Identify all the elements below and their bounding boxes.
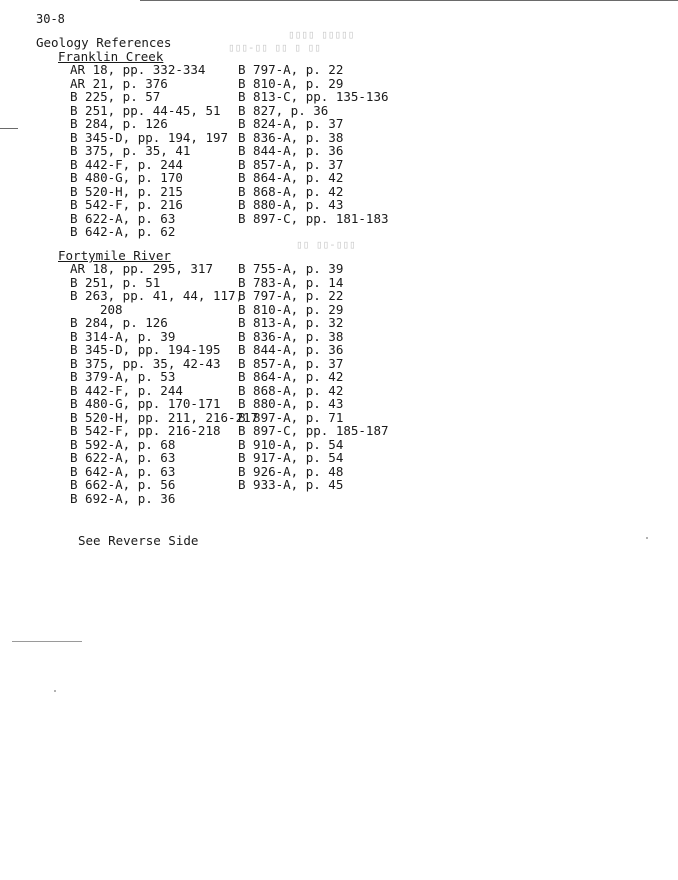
- reference-entry: B 622-A, p. 63: [70, 450, 176, 465]
- reference-entry: B 263, pp. 41, 44, 117,: [70, 288, 244, 303]
- reference-entry: B 251, p. 51: [70, 274, 161, 290]
- reference-entry: B 592-A, p. 68: [70, 436, 176, 452]
- reference-entry: B 857-A, p. 37: [238, 355, 344, 371]
- top-scan-edge: [140, 0, 678, 1]
- reference-entry: B 897-A, p. 71: [238, 409, 344, 425]
- reference-entry: B 824-A, p. 37: [238, 116, 344, 131]
- reference-entry: B 897-C, pp. 185-187: [238, 423, 389, 438]
- reference-entry: AR 18, pp. 332-334: [70, 62, 206, 77]
- speck: [646, 537, 648, 539]
- reference-entry: B 345-D, pp. 194, 197: [70, 129, 229, 145]
- reference-entry: B 379-A, p. 53: [70, 369, 176, 384]
- reference-entry: B 868-A, p. 42: [238, 382, 344, 398]
- reference-entry: B 813-A, p. 32: [238, 315, 344, 330]
- reference-entry: B 480-G, p. 170: [70, 170, 183, 185]
- reference-entry: B 810-A, p. 29: [238, 301, 344, 317]
- reference-entry: B 225, p. 57: [70, 89, 161, 104]
- left-margin-mark: [0, 128, 18, 129]
- reference-entry: B 836-A, p. 38: [238, 328, 344, 344]
- reference-entry: B 857-A, p. 37: [238, 156, 344, 172]
- reference-entry: B 797-A, p. 22: [238, 288, 344, 303]
- reference-entry: B 642-A, p. 63: [70, 463, 176, 479]
- reference-entry: AR 21, p. 376: [70, 75, 168, 91]
- bleed-through: ▯▯▯▯ ▯▯▯▯▯: [288, 28, 355, 41]
- reference-entry: B 864-A, p. 42: [238, 369, 344, 384]
- footer-note: See Reverse Side: [78, 533, 199, 548]
- reference-entry: B 692-A, p. 36: [70, 490, 176, 506]
- reference-entry: B 375, p. 35, 41: [70, 143, 191, 158]
- reference-entry: B 542-F, p. 216: [70, 197, 183, 212]
- speck: [54, 690, 56, 692]
- page-heading: Geology References: [36, 35, 172, 50]
- reference-entry: B 480-G, pp. 170-171: [70, 396, 221, 411]
- reference-entry: B 880-A, p. 43: [238, 396, 344, 411]
- reference-entry: B 810-A, p. 29: [238, 75, 344, 91]
- reference-entry: B 442-F, p. 244: [70, 382, 183, 398]
- section-title: Franklin Creek: [58, 49, 164, 64]
- reference-entry: B 926-A, p. 48: [238, 463, 344, 479]
- reference-entry: B 375, pp. 35, 42-43: [70, 355, 221, 371]
- reference-entry: B 917-A, p. 54: [238, 450, 344, 465]
- reference-entry: B 880-A, p. 43: [238, 197, 344, 212]
- reference-entry: B 783-A, p. 14: [238, 274, 344, 290]
- reference-entry: B 542-F, pp. 216-218: [70, 423, 221, 438]
- reference-entry: B 910-A, p. 54: [238, 436, 344, 452]
- lower-margin-mark: [12, 641, 82, 642]
- bleed-through: ▯▯▯-▯▯ ▯▯ ▯ ▯▯: [228, 41, 321, 54]
- reference-entry: AR 18, pp. 295, 317: [70, 261, 213, 276]
- reference-entry: B 844-A, p. 36: [238, 342, 344, 357]
- reference-entry: B 868-A, p. 42: [238, 183, 344, 199]
- reference-entry: B 642-A, p. 62: [70, 224, 176, 239]
- reference-entry: B 813-C, pp. 135-136: [238, 89, 389, 104]
- reference-entry: B 251, pp. 44-45, 51: [70, 102, 221, 118]
- reference-entry: B 314-A, p. 39: [70, 328, 176, 344]
- card-id: 30-8: [36, 12, 65, 26]
- reference-entry: B 864-A, p. 42: [238, 170, 344, 185]
- reference-entry: B 520-H, pp. 211, 216-217: [70, 409, 259, 425]
- reference-entry: B 662-A, p. 56: [70, 477, 176, 492]
- reference-entry: B 755-A, p. 39: [238, 261, 344, 276]
- section-title: Fortymile River: [58, 248, 171, 263]
- reference-entry: B 836-A, p. 38: [238, 129, 344, 145]
- reference-entry: B 284, p. 126: [70, 315, 168, 330]
- reference-entry: B 345-D, pp. 194-195: [70, 342, 221, 357]
- reference-entry: B 797-A, p. 22: [238, 62, 344, 77]
- reference-entry: B 827, p. 36: [238, 102, 329, 118]
- reference-entry: B 933-A, p. 45: [238, 477, 344, 492]
- bleed-through: ▯▯ ▯▯-▯▯▯: [296, 238, 356, 251]
- reference-entry: B 520-H, p. 215: [70, 183, 183, 199]
- reference-entry: B 284, p. 126: [70, 116, 168, 131]
- reference-entry: B 442-F, p. 244: [70, 156, 183, 172]
- reference-entry: B 622-A, p. 63: [70, 210, 176, 226]
- reference-entry: B 897-C, pp. 181-183: [238, 210, 389, 226]
- reference-entry: B 844-A, p. 36: [238, 143, 344, 158]
- reference-entry: 208: [100, 301, 123, 317]
